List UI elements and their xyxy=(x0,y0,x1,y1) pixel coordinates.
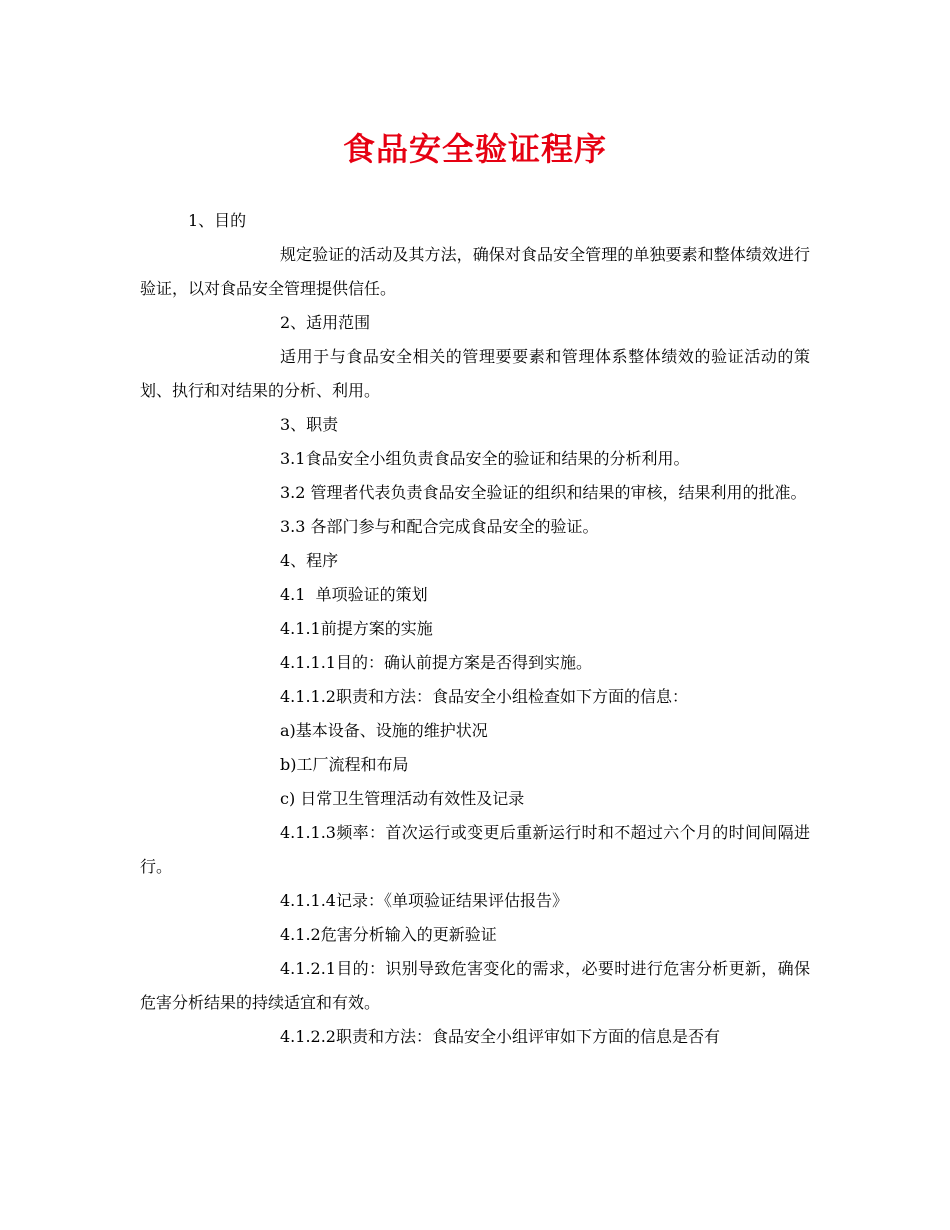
paragraph: c) 日常卫生管理活动有效性及记录 xyxy=(280,789,525,808)
document-body xyxy=(140,204,810,1054)
document-title: 食品安全验证程序 xyxy=(342,130,607,168)
paragraph: 4.1.1前提方案的实施 xyxy=(280,619,433,638)
paragraph: 3.1食品安全小组负责食品安全的验证和结果的分析利用。 xyxy=(280,449,690,468)
paragraph: 适用于与食品安全相关的管理要要素和管理体系整体绩效的验证活动的策划、执行和对结果的分析、利用。 xyxy=(140,347,810,400)
paragraph: 4.1.2.1目的：识别导致危害变化的需求，必要时进行危害分析更新，确保危害分析结果的持续适宜和有效。 xyxy=(140,959,810,1012)
paragraph: 3、职责 xyxy=(280,415,339,434)
paragraph: 4.1.2.2职责和方法：食品安全小组评审如下方面的信息是否有 xyxy=(280,1027,720,1046)
paragraph: 3.2 管理者代表负责食品安全验证的组织和结果的审核，结果利用的批准。 xyxy=(280,483,807,502)
paragraph: 4.1.1.2职责和方法：食品安全小组检查如下方面的信息： xyxy=(280,687,688,706)
paragraph: 1、目的 xyxy=(188,211,247,230)
paragraph: 4.1.2危害分析输入的更新验证 xyxy=(280,925,497,944)
paragraph: b)工厂流程和布局 xyxy=(280,755,409,774)
paragraph: 4.1.1.1目的：确认前提方案是否得到实施。 xyxy=(280,653,592,672)
paragraph: a)基本设备、设施的维护状况 xyxy=(280,721,488,740)
paragraph: 4.1.1.4记录：《单项验证结果评估报告》 xyxy=(280,891,568,910)
paragraph: 4.1 单项验证的策划 xyxy=(280,585,428,604)
paragraph: 3.3 各部门参与和配合完成食品安全的验证。 xyxy=(280,517,599,536)
paragraph: 规定验证的活动及其方法，确保对食品安全管理的单独要素和整体绩效进行验证，以对食品安全管理提供信任。 xyxy=(140,245,810,298)
paragraph: 4、程序 xyxy=(280,551,339,570)
paragraph: 4.1.1.3频率：首次运行或变更后重新运行时和不超过六个月的时间间隔进行。 xyxy=(140,823,810,876)
paragraph: 2、适用范围 xyxy=(280,313,371,332)
